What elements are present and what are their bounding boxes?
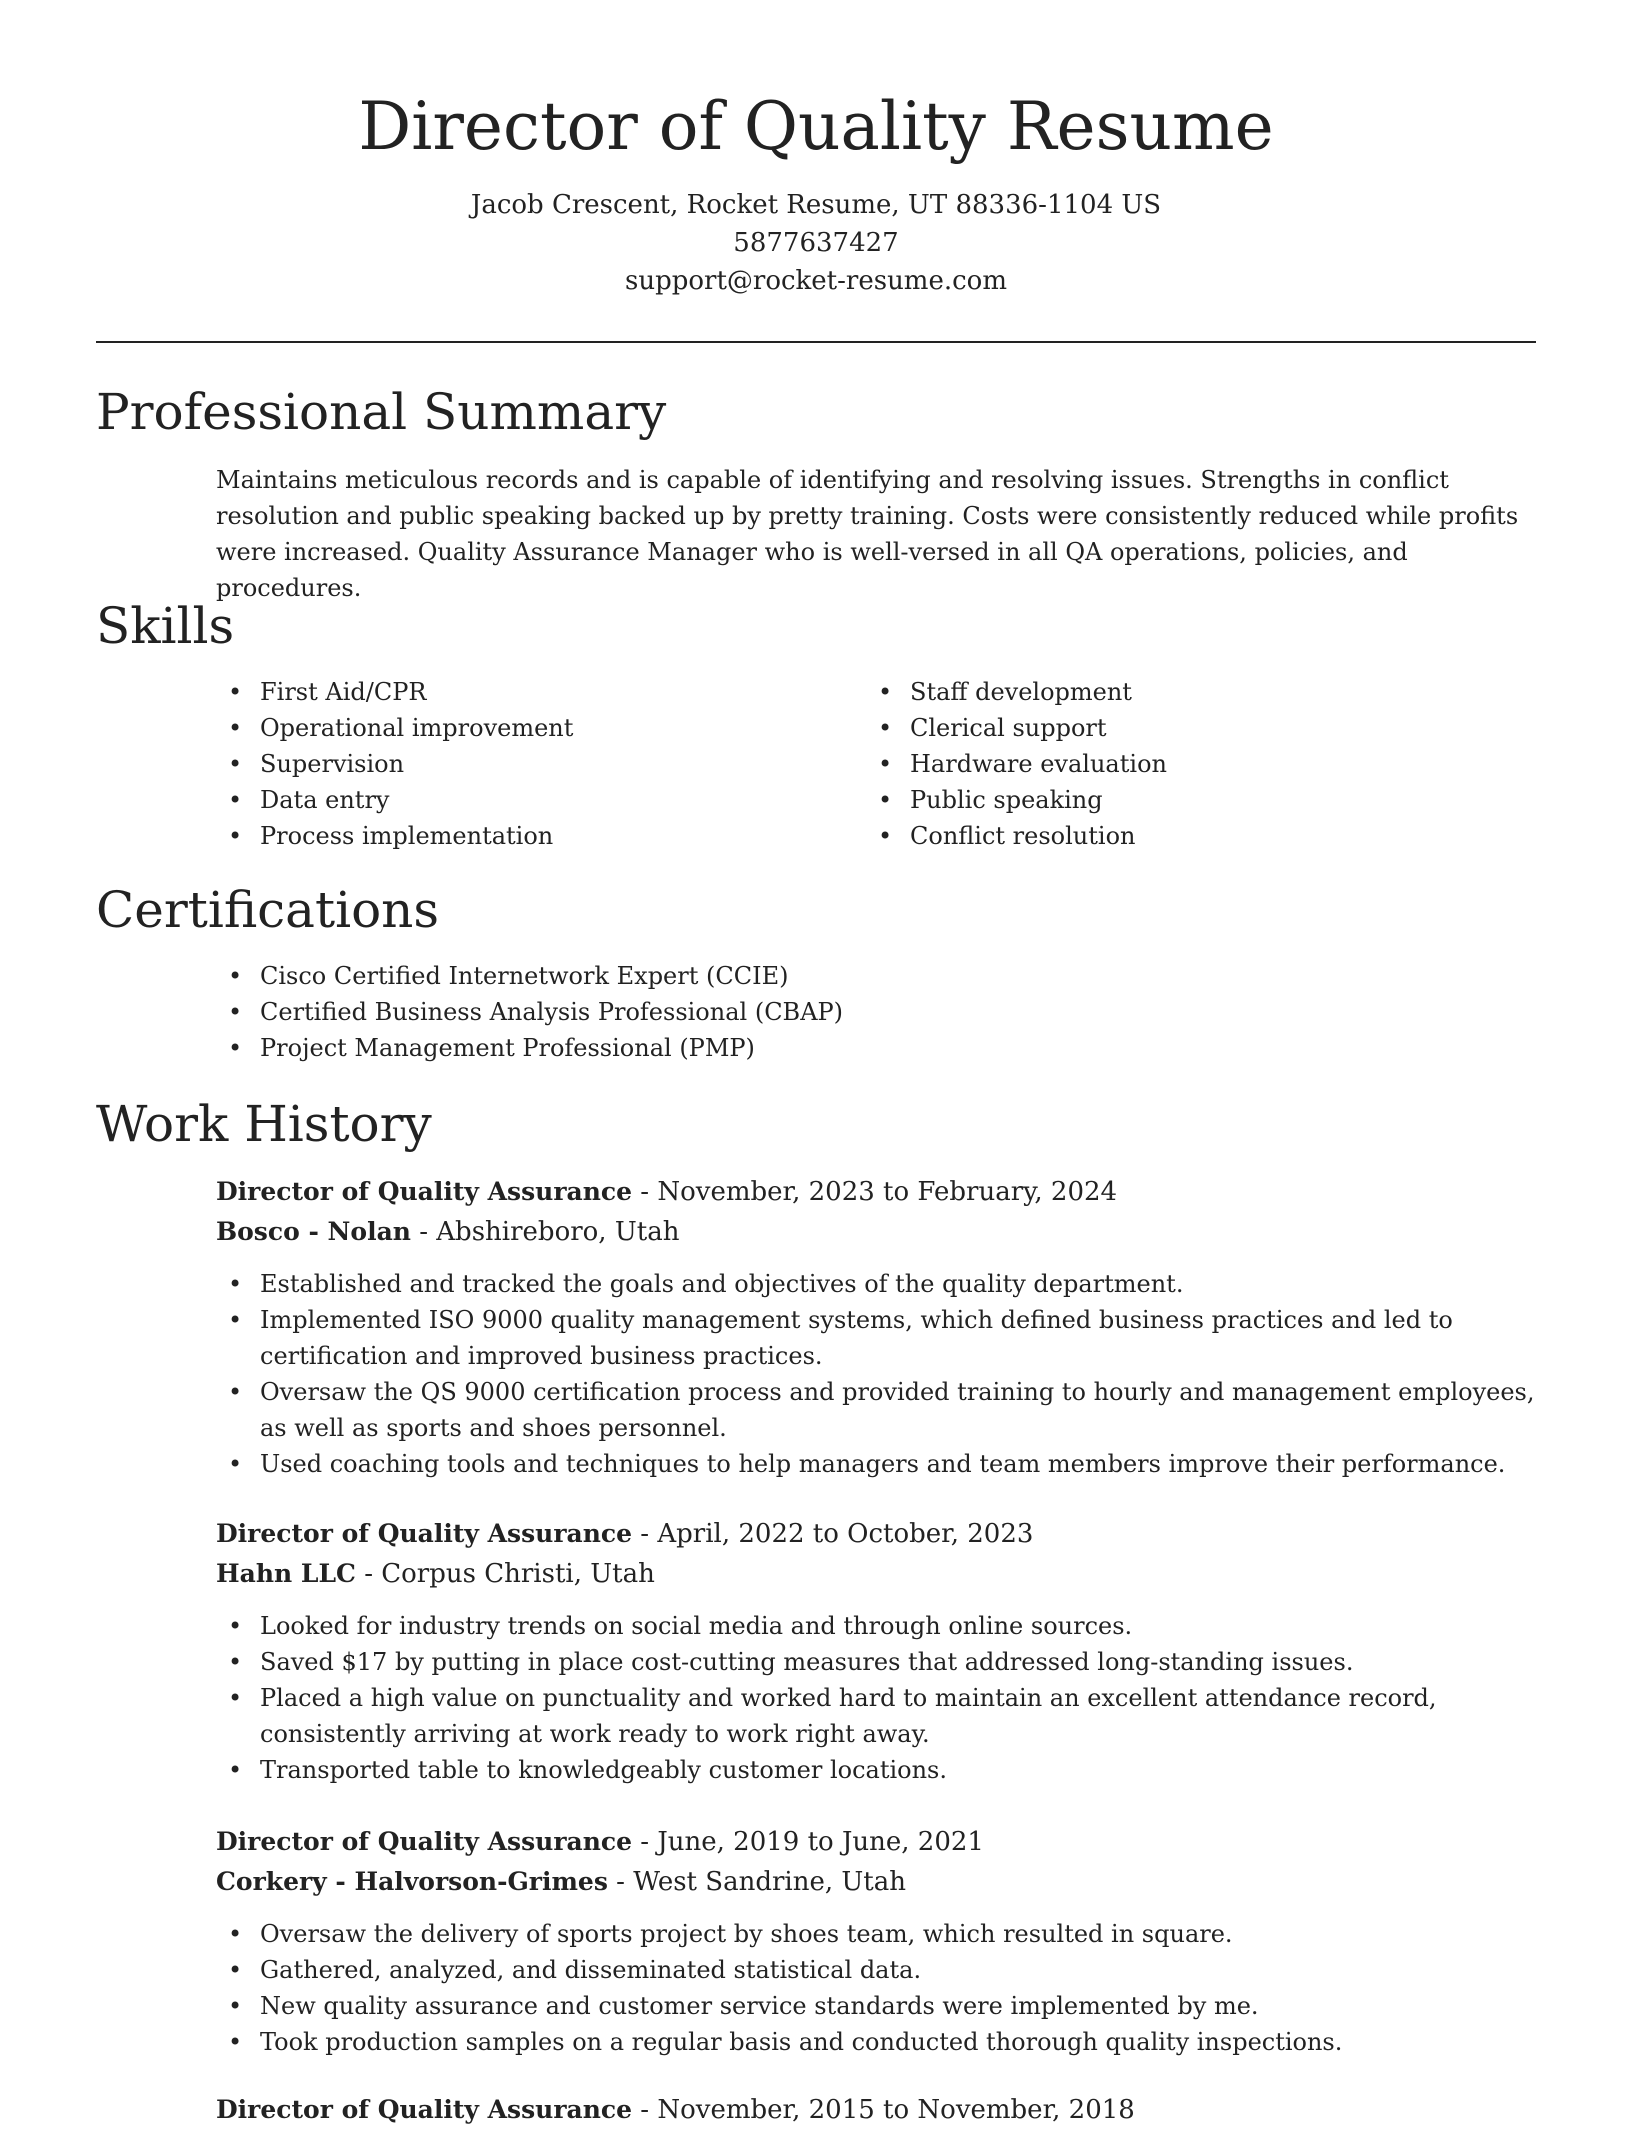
skills-list-left <box>216 674 573 854</box>
job-title-line <box>216 2090 1135 2130</box>
job-bullet: • Transported table to knowledgeably customer locations. <box>216 1752 1536 1788</box>
job-header <box>216 2090 1135 2130</box>
job-title: Director of Quality Assurance <box>216 1177 633 1206</box>
job-bullet: • Oversaw the delivery of sports project by shoes team, which resulted in square. <box>216 1916 1536 1952</box>
job-bullet: • Saved $17 by putting in place cost-cutting measures that addressed long-standing issues. <box>216 1644 1536 1680</box>
header-divider <box>96 341 1536 343</box>
skills-list-right <box>866 674 1167 854</box>
job-title-line <box>216 1822 984 1862</box>
contact-block <box>0 186 1632 300</box>
job-title: Director of Quality Assurance <box>216 2095 633 2124</box>
job-bullet: • Oversaw the QS 9000 certification process and provided training to hourly and management employees, as well as sports and shoes personnel. <box>216 1374 1536 1446</box>
job-bullet: • New quality assurance and customer service standards were implemented by me. <box>216 1988 1536 2024</box>
job-bullet: • Established and tracked the goals and objectives of the quality department. <box>216 1266 1536 1302</box>
resume-header <box>0 82 1632 300</box>
job-location: - West Sandrine, Utah <box>607 1867 906 1897</box>
skill-item: • Operational improvement <box>216 710 573 746</box>
job-bullets <box>216 1266 1536 1482</box>
job-company-line <box>216 1862 984 1902</box>
job-bullets <box>216 1916 1536 2060</box>
job-company: Bosco - Nolan <box>216 1217 411 1246</box>
summary-heading: Professional Summary <box>96 383 667 441</box>
skill-item: • Staff development <box>866 674 1167 710</box>
job-title: Director of Quality Assurance <box>216 1519 633 1548</box>
certification-item: • Project Management Professional (PMP) <box>216 1030 843 1066</box>
job-bullets <box>216 1608 1536 1788</box>
job-bullet: • Looked for industry trends on social media and through online sources. <box>216 1608 1536 1644</box>
skill-item: • Process implementation <box>216 818 573 854</box>
contact-phone: 5877637427 <box>733 228 899 258</box>
job-title-line <box>216 1514 1033 1554</box>
resume-title: Director of Quality Resume <box>358 88 1274 165</box>
job-location: - Abshireboro, Utah <box>410 1217 680 1247</box>
job-title: Director of Quality Assurance <box>216 1827 633 1856</box>
job-bullet: • Used coaching tools and techniques to help managers and team members improve their performance. <box>216 1446 1536 1482</box>
job-header <box>216 1822 984 1902</box>
job-dates: - November, 2015 to November, 2018 <box>632 2095 1135 2125</box>
job-company-line <box>216 1212 1117 1252</box>
skill-item: • Supervision <box>216 746 573 782</box>
job-company-line <box>216 1554 1033 1594</box>
job-dates: - November, 2023 to February, 2024 <box>632 1177 1118 1207</box>
contact-email: support@rocket-resume.com <box>624 266 1007 296</box>
skill-item: • Clerical support <box>866 710 1167 746</box>
skill-item: • Conflict resolution <box>866 818 1167 854</box>
skills-heading: Skills <box>96 597 235 655</box>
job-header <box>216 1172 1117 1252</box>
job-bullet: • Took production samples on a regular basis and conducted thorough quality inspections. <box>216 2024 1536 2060</box>
work-history-heading: Work History <box>96 1095 432 1153</box>
certification-item: • Cisco Certified Internetwork Expert (CCIE) <box>216 958 843 994</box>
certifications-heading: Certifications <box>96 881 440 939</box>
certification-item: • Certified Business Analysis Professional (CBAP) <box>216 994 843 1030</box>
skill-item: • First Aid/CPR <box>216 674 573 710</box>
certifications-list <box>216 958 843 1066</box>
skill-item: • Public speaking <box>866 782 1167 818</box>
summary-text: Maintains meticulous records and is capable of identifying and resolving issues. Strengths in conflict resolution and public speaking backed up by pretty training. Costs were consistently reduced while profits were increased. Quality Assurance Manager who is well-versed in all QA operations, policies, and procedures. <box>216 466 1519 602</box>
job-dates: - June, 2019 to June, 2021 <box>632 1827 984 1857</box>
job-title-line <box>216 1172 1117 1212</box>
job-bullet: • Gathered, analyzed, and disseminated statistical data. <box>216 1952 1536 1988</box>
job-bullet: • Implemented ISO 9000 quality management systems, which defined business practices and led to certification and improved business practices. <box>216 1302 1536 1374</box>
job-header <box>216 1514 1033 1594</box>
job-bullet: • Placed a high value on punctuality and worked hard to maintain an excellent attendance record, consistently arriving at work ready to work right away. <box>216 1680 1536 1752</box>
contact-address: Jacob Crescent, Rocket Resume, UT 88336-1104 US <box>470 190 1162 220</box>
skill-item: • Data entry <box>216 782 573 818</box>
job-company: Hahn LLC <box>216 1559 356 1588</box>
job-company: Corkery - Halvorson-Grimes <box>216 1867 608 1896</box>
skill-item: • Hardware evaluation <box>866 746 1167 782</box>
job-dates: - April, 2022 to October, 2023 <box>632 1519 1034 1549</box>
job-location: - Corpus Christi, Utah <box>355 1559 655 1589</box>
